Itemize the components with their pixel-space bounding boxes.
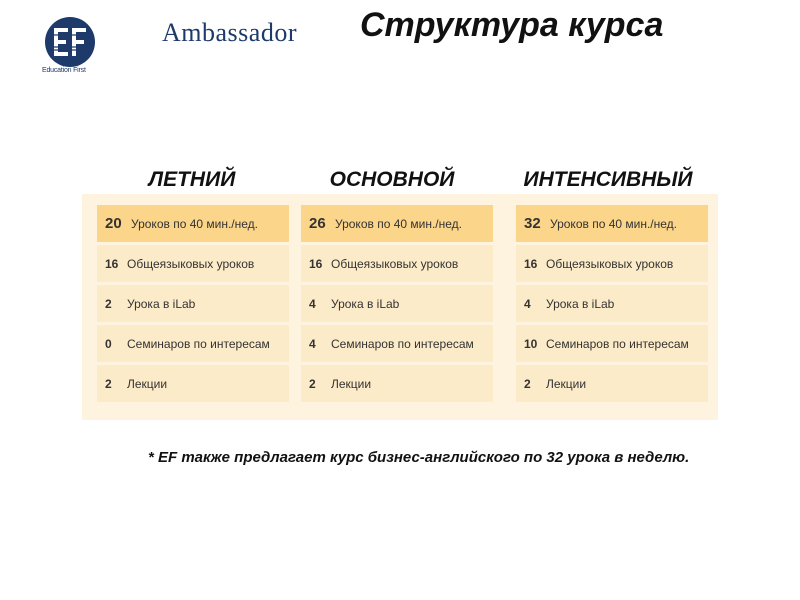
table-row (516, 285, 708, 322)
column-title-summer: ЛЕТНИЙ (148, 168, 236, 191)
row-number: 2 (105, 376, 112, 391)
column-title-intensive: ИНТЕНСИВНЫЙ (523, 168, 693, 191)
row-number: 4 (309, 296, 316, 311)
row-label: Лекции (127, 376, 168, 391)
table-row (97, 205, 289, 242)
row-number: 16 (309, 256, 323, 271)
row-number: 0 (105, 336, 112, 351)
page-title: Структура курса (360, 6, 664, 44)
row-label: Семинаров по интересам (127, 336, 270, 351)
table-row (301, 365, 493, 402)
row-number: 16 (105, 256, 119, 271)
table-row (516, 245, 708, 282)
brand-name: Ambassador (162, 18, 297, 47)
row-label: Общеязыковых уроков (546, 256, 674, 271)
row-label: Уроков по 40 мин./нед. (550, 216, 678, 231)
table-row (97, 285, 289, 322)
row-number: 20 (105, 215, 122, 232)
table-row (301, 285, 493, 322)
row-number: 4 (524, 296, 531, 311)
row-label: Семинаров по интересам (331, 336, 474, 351)
table-row (97, 325, 289, 362)
row-label: Урока в iLab (127, 296, 196, 311)
column-intensive (516, 205, 708, 405)
row-number: 26 (309, 215, 326, 232)
row-label: Лекции (546, 376, 587, 391)
row-label: Урока в iLab (331, 296, 400, 311)
column-title-general: ОСНОВНОЙ (329, 168, 455, 191)
table-row (516, 205, 708, 242)
row-number: 10 (524, 336, 538, 351)
table-row (97, 365, 289, 402)
row-label: Уроков по 40 мин./нед. (335, 216, 463, 231)
row-number: 4 (309, 336, 316, 351)
table-row (97, 245, 289, 282)
row-label: Общеязыковых уроков (331, 256, 459, 271)
column-summer (97, 205, 289, 405)
row-number: 2 (309, 376, 316, 391)
table-row (301, 245, 493, 282)
footnote: * EF также предлагает курс бизнес-английского по 32 урока в неделю. (148, 449, 690, 466)
row-number: 2 (524, 376, 531, 391)
row-label: Общеязыковых уроков (127, 256, 255, 271)
row-label: Урока в iLab (546, 296, 615, 311)
table-row (516, 325, 708, 362)
table-row (516, 365, 708, 402)
row-label: Уроков по 40 мин./нед. (131, 216, 259, 231)
column-general (301, 205, 493, 405)
row-number: 32 (524, 215, 541, 232)
table-row (301, 205, 493, 242)
row-number: 16 (524, 256, 538, 271)
table-row (301, 325, 493, 362)
row-label: Лекции (331, 376, 372, 391)
logo-caption: Education First (42, 67, 86, 74)
row-number: 2 (105, 296, 112, 311)
row-label: Семинаров по интересам (546, 336, 689, 351)
